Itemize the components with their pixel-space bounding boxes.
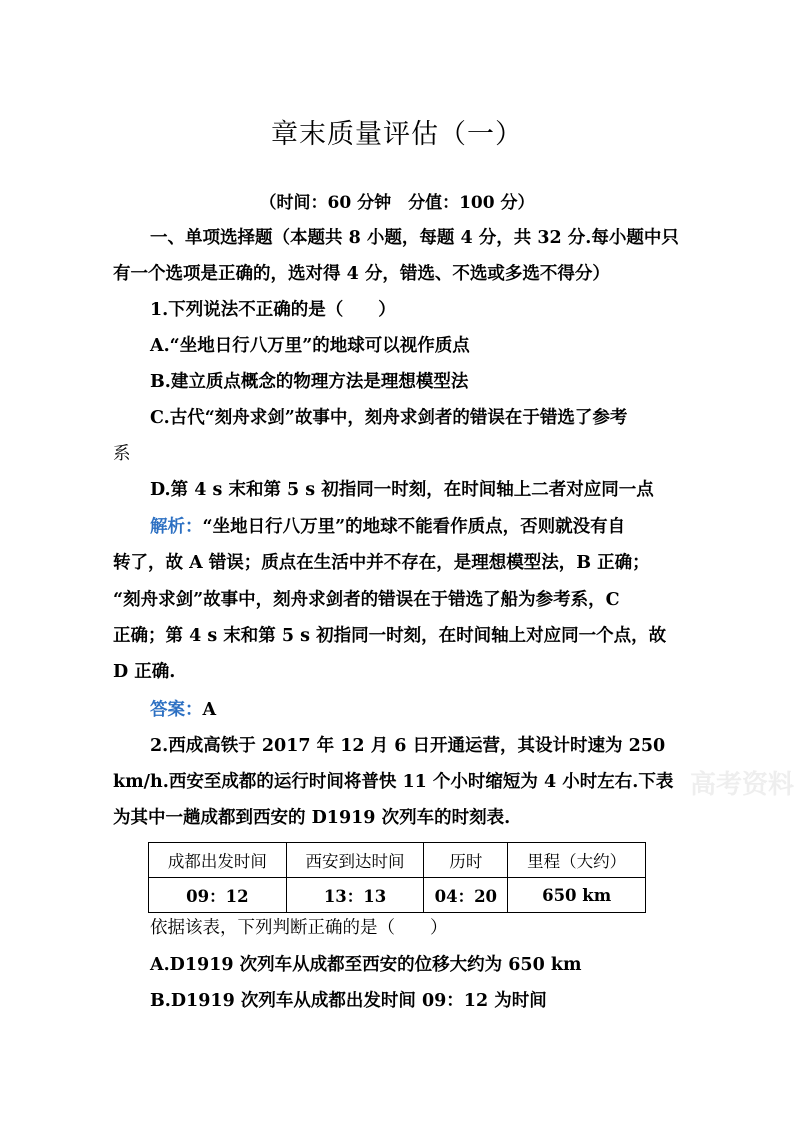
train-schedule-table xyxy=(148,842,646,913)
exam-info: （时间：60 分钟 分值：100 分） xyxy=(259,193,535,213)
section-header-line-1: 一、单项选择题（本题共 8 小题，每题 4 分，共 32 分.每小题中只 xyxy=(150,228,679,248)
q2-option-a: A.D1919 次列车从成都至西安的位移大约为 650 km xyxy=(150,955,582,975)
answer-value: A xyxy=(202,700,217,720)
watermark: 高考资料 xyxy=(690,770,794,800)
q1-analysis-line-4: 正确；第 4 s 末和第 5 s 初指同一时刻，在时间轴上对应同一个点，故 xyxy=(113,626,667,646)
q2-stem-line-3: 为其中一趟成都到西安的 D1919 次列车的时刻表. xyxy=(113,808,511,828)
q1-analysis-line-2: 转了，故 A 错误；质点在生活中并不存在，是理想模型法，B 正确； xyxy=(113,553,650,573)
q1-analysis-line-3: “刻舟求剑”故事中，刻舟求剑者的错误在于错选了船为参考系，C xyxy=(113,590,620,610)
table-header-cell: 成都出发时间 xyxy=(149,843,287,878)
q1-analysis-line-5: D 正确. xyxy=(113,662,176,682)
page-title: 章末质量评估（一） xyxy=(271,119,523,150)
q2-option-b: B.D1919 次列车从成都出发时间 09：12 为时间 xyxy=(150,991,547,1011)
table-row xyxy=(149,878,646,913)
q1-option-c-line-1: C.古代“刻舟求剑”故事中，刻舟求剑者的错误在于错选了参考 xyxy=(150,408,628,428)
table-cell: 09：12 xyxy=(149,878,287,913)
table-cell: 13：13 xyxy=(286,878,424,913)
analysis-label: 解析： xyxy=(150,517,203,537)
table-cell: 04：20 xyxy=(424,878,508,913)
q1-option-a: A.“坐地日行八万里”的地球可以视作质点 xyxy=(150,336,470,356)
q2-stem-line-2: km/h.西安至成都的运行时间将普快 11 个小时缩短为 4 小时左右.下表 xyxy=(113,772,674,792)
q2-stem-line-1: 2.西成高铁于 2017 年 12 月 6 日开通运营，其设计时速为 250 xyxy=(150,736,666,756)
q1-analysis-line-1 xyxy=(150,515,625,539)
table-header-cell: 历时 xyxy=(424,843,508,878)
table-header-row xyxy=(149,843,646,878)
q1-option-d: D.第 4 s 末和第 5 s 初指同一时刻，在时间轴上二者对应同一点 xyxy=(150,480,654,500)
q1-option-b: B.建立质点概念的物理方法是理想模型法 xyxy=(150,372,469,392)
q1-option-c-line-2: 系 xyxy=(113,444,131,464)
section-header-line-2: 有一个选项是正确的，选对得 4 分，错选、不选或多选不得分） xyxy=(113,264,610,284)
q2-follow-up: 依据该表，下列判断正确的是（ ） xyxy=(150,918,448,938)
analysis-text-1: “坐地日行八万里”的地球不能看作质点，否则就没有自 xyxy=(202,517,626,537)
table-cell: 650 km xyxy=(508,878,646,913)
q1-stem: 1.下列说法不正确的是（ ） xyxy=(150,300,396,320)
table-header-cell: 西安到达时间 xyxy=(286,843,424,878)
table-header-cell: 里程（大约） xyxy=(508,843,646,878)
answer-label: 答案： xyxy=(150,700,203,720)
q1-answer xyxy=(150,698,216,722)
